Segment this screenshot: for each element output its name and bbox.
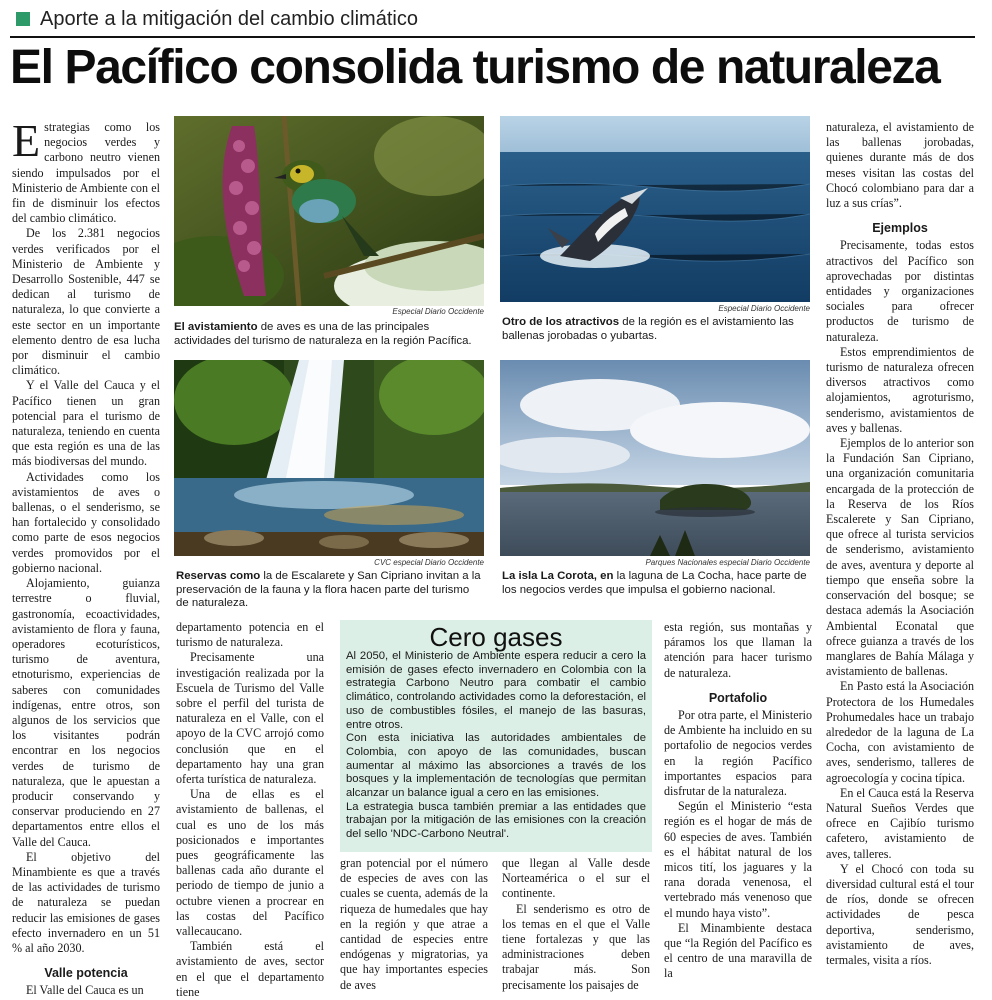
col6-paragraph: Y el Chocó con toda su diversidad cultural está el tour de ríos, donde se ofrecen actividades de pesca deportiva, senderismo, avistamiento de aves, termales, visita a ríos. bbox=[826, 861, 974, 967]
photo-waterfall-credit: CVC especial Diario Occidente bbox=[374, 558, 484, 567]
photo-lake-credit: Parques Nacionales especial Diario Occidente bbox=[645, 558, 810, 567]
whale-illustration bbox=[500, 116, 810, 302]
caption-text: la de Escalarete y San Cipriano invitan a la preservación de la fauna y la flora hacen parte del turismo de naturaleza. bbox=[176, 570, 481, 609]
col1-paragraph: El objetivo del Minambiente es que a través de las actividades de turismo de naturaleza se puedan reducir las emisiones de gases efecto invernadero en un 51 % al año 2030. bbox=[12, 849, 160, 955]
section-label: Aporte a la mitigación del cambio climático bbox=[40, 8, 418, 30]
photo-bird bbox=[174, 116, 484, 306]
col1-paragraph: Alojamiento, guianza terrestre o fluvial, gastronomía, ecoactividades, avistamiento de flora y fauna, operadores ecoturísticos, turismo de aventura, etnoturismo, experiencias de saberes con comunidades indígenas, entre otros, son algunos de los servicios que los visitantes podrán encontrar en los negocios verdes de turismo de naturaleza, que le apuestan a producir conservando y conservar produciendo en 27 departamentos entre ellos el Valle del Cauca. bbox=[12, 576, 160, 849]
caption-lead: Reservas como bbox=[176, 570, 261, 582]
caption-text: la laguna de La Cocha, hace parte de los negocios verdes que impulsa el gobierno nacional. bbox=[502, 570, 807, 596]
col2-paragraph: departamento potencia en el turismo de naturaleza. bbox=[176, 620, 324, 650]
photo-lake bbox=[500, 360, 810, 556]
photo-bird-credit: Especial Diario Occidente bbox=[392, 307, 484, 316]
col5-paragraph: El Minambiente destaca que “la Región del Pacífico es el centro de una maravilla de la bbox=[664, 920, 812, 981]
col6-paragraph: naturaleza, el avistamiento de las ballenas jorobadas, quienes durante más de dos meses visitan las costas del Chocó colombiano para dar a luz a sus crías”. bbox=[826, 120, 974, 211]
col6-paragraph: Estos emprendimientos de turismo de naturaleza ofrecen diversos atractivos como alojamientos, agroturismo, senderismo, avistamientos de aves y ballenas. bbox=[826, 344, 974, 435]
caption-lead: El avistamiento bbox=[174, 321, 258, 333]
bird-illustration bbox=[174, 116, 484, 306]
col5-paragraph: esta región, sus montañas y páramos los que llaman la atención para hacer turismo de naturaleza. bbox=[664, 620, 812, 680]
col1-paragraph: El Valle del Cauca es un bbox=[26, 983, 144, 998]
caption-lead: La isla La Corota, en bbox=[502, 570, 614, 582]
section-rule bbox=[10, 36, 975, 38]
box-title: Cero gases bbox=[429, 622, 563, 652]
photo-waterfall-caption bbox=[176, 570, 484, 611]
col6-paragraph: En Pasto está la Asociación Protectora de los Humedales Prohumedales hace un trabajo alrededor de la laguna de La Cocha, con avistamiento de aves, senderismo, talleres de agroecología y cocina típica. bbox=[826, 679, 974, 785]
box-body bbox=[346, 650, 646, 842]
caption-text: de la región es el avistamiento las ballenas jorobadas o yubartas. bbox=[502, 316, 794, 342]
photo-waterfall bbox=[174, 360, 484, 556]
col2-paragraph: También está el avistamiento de aves, sector en el que el departamento tiene bbox=[176, 939, 324, 999]
dropcap: E bbox=[12, 115, 41, 166]
photo-lake-caption bbox=[502, 570, 810, 597]
lake-illustration bbox=[500, 360, 810, 556]
subheading-ejemplos: Ejemplos bbox=[872, 221, 928, 236]
photo-whale-caption bbox=[502, 316, 810, 343]
section-square-icon bbox=[16, 12, 30, 26]
col3-paragraph: gran potencial por el número de especies de aves con las cuales se cuenta, además de la riqueza de humedales que hay en la región y que atrae a cantidad de especies entre endógenas y migratorias, ya que hay importantes especies de aves bbox=[340, 856, 488, 992]
column-3 bbox=[340, 856, 488, 993]
caption-lead: Otro de los atractivos bbox=[502, 316, 620, 328]
column-6 bbox=[826, 120, 974, 968]
col4-paragraph: que llegan al Valle desde Norteamérica o el sur el continente. bbox=[502, 856, 650, 901]
col1-paragraph: strategias como los negocios verdes y carbono neutro vienen siendo impulsados por el Ministerio de Ambiente con el fin de disminuir los efectos del cambio climático. bbox=[12, 120, 160, 226]
col1-paragraph: De los 2.381 negocios verdes verificados por el Ministerio de Ambiente y Desarrollo Sostenible, 447 se dedican al turismo de naturaleza, lo que convierte a este sector en un importante elemento dentro de esa lucha por disminuir el cambio climático. bbox=[12, 226, 160, 378]
caption-text: de aves es una de las principales actividades del turismo de naturaleza en la región Pacífica. bbox=[174, 321, 472, 347]
section-bar bbox=[10, 8, 975, 34]
col6-paragraph: En el Cauca está la Reserva Natural Sueños Verdes que ofrece en Cajibío turismo cafetero, avistamiento de aves, talleres. bbox=[826, 785, 974, 861]
photo-whale bbox=[500, 116, 810, 302]
col6-paragraph: Precisamente, todas estos atractivos del Pacífico son aprovechadas por distintas entidades y organizaciones sociales para ofrecer productos de turismo de naturaleza. bbox=[826, 238, 974, 344]
col5-paragraph: Por otra parte, el Ministerio de Ambiente ha incluido en su portafolio de negocios verdes en la región Pacífico importantes espacios para disfrutar de la naturaleza. bbox=[664, 708, 813, 799]
col1-paragraph: Actividades como los avistamientos de aves o ballenas, o el senderismo, se han fortalecido y consolidado como parte de esos negocios verdes promovidos por el gobierno nacional. bbox=[12, 469, 160, 575]
cero-gases-box bbox=[340, 620, 652, 852]
subheading-valle-potencia: Valle potencia bbox=[44, 966, 128, 981]
col4-paragraph: El senderismo es otro de los temas en el que el Valle tiene fortalezas y que las administraciones deben trabajar más. Son precisamente los paisajes de bbox=[502, 901, 650, 992]
col5-paragraph: Según el Ministerio “esta región es el hogar de más de 60 especies de aves. También es el hábitat natural de los micos tití, los jaguares y la rana dorada venenosa, el vertebrado más venenoso que el mundo haya visto”. bbox=[664, 799, 812, 920]
col2-paragraph: Precisamente una investigación realizada por la Escuela de Turismo del Valle sobre el perfil del turista de naturaleza en el Valle, con el apoyo de la CVC arrojó como conclusión que en el departamento hay una gran oferta turística de naturaleza. bbox=[176, 650, 324, 787]
headline: El Pacífico consolida turismo de naturaleza bbox=[10, 41, 940, 94]
column-4 bbox=[502, 856, 650, 993]
column-2 bbox=[176, 620, 324, 1000]
col1-paragraph: Y el Valle del Cauca y el Pacífico tienen un gran potencial para el turismo de naturaleza, teniendo en cuenta que esta región es una de las más biodiversas del mundo. bbox=[12, 378, 160, 469]
col2-paragraph: Una de ellas es el avistamiento de ballenas, el cual es uno de los más posicionados e importantes pues geográficamente las ballenas cada año durante el periodo de tiempo de junio a octubre vienen a procrear en las costas del Pacífico vallecaucano. bbox=[176, 787, 324, 939]
col6-paragraph: Ejemplos de lo anterior son la Fundación San Cipriano, una organización comunitaria encargada de la protección de la Reserva de los Ríos Escalerete y San Cipriano, que ofrece al turista servicios de senderismo, avistamiento de aves, aventura y deporte al tiempo que enseña sobre la conservación del bosque; se destaca además la Asociación Ambiental Econatal que ofrece guianza a través de los manglares de Bahía Málaga y avistamiento de ballenas. bbox=[826, 436, 974, 679]
column-1 bbox=[12, 115, 160, 999]
box-paragraph: La estrategia busca también premiar a las entidades que trabajan por la mitigación de las emisiones con la creación del sello 'NDC-Carbono Neutral'. bbox=[346, 800, 646, 841]
box-paragraph: Al 2050, el Ministerio de Ambiente espera reducir a cero la emisión de gases efecto invernadero en Colombia con la estrategia Carbono Neutro para combatir el cambio climático, controlando actividades como la deforestación, el uso de combustibles fósiles, el manejo de las basuras, entre otros. bbox=[346, 650, 646, 731]
waterfall-illustration bbox=[174, 360, 484, 556]
box-paragraph: Con esta iniciativa las autoridades ambientales de Colombia, con apoyo de las comunidades, buscan aumentar al máximo las absorciones a través de los bosques y la implementación de tecnologías que permitan alcanzar un balance igual a cero en las emisiones. bbox=[346, 732, 646, 800]
subheading-portafolio: Portafolio bbox=[708, 690, 768, 705]
photo-whale-credit: Especial Diario Occidente bbox=[718, 304, 810, 313]
column-5 bbox=[664, 620, 812, 982]
photo-bird-caption bbox=[174, 321, 484, 348]
